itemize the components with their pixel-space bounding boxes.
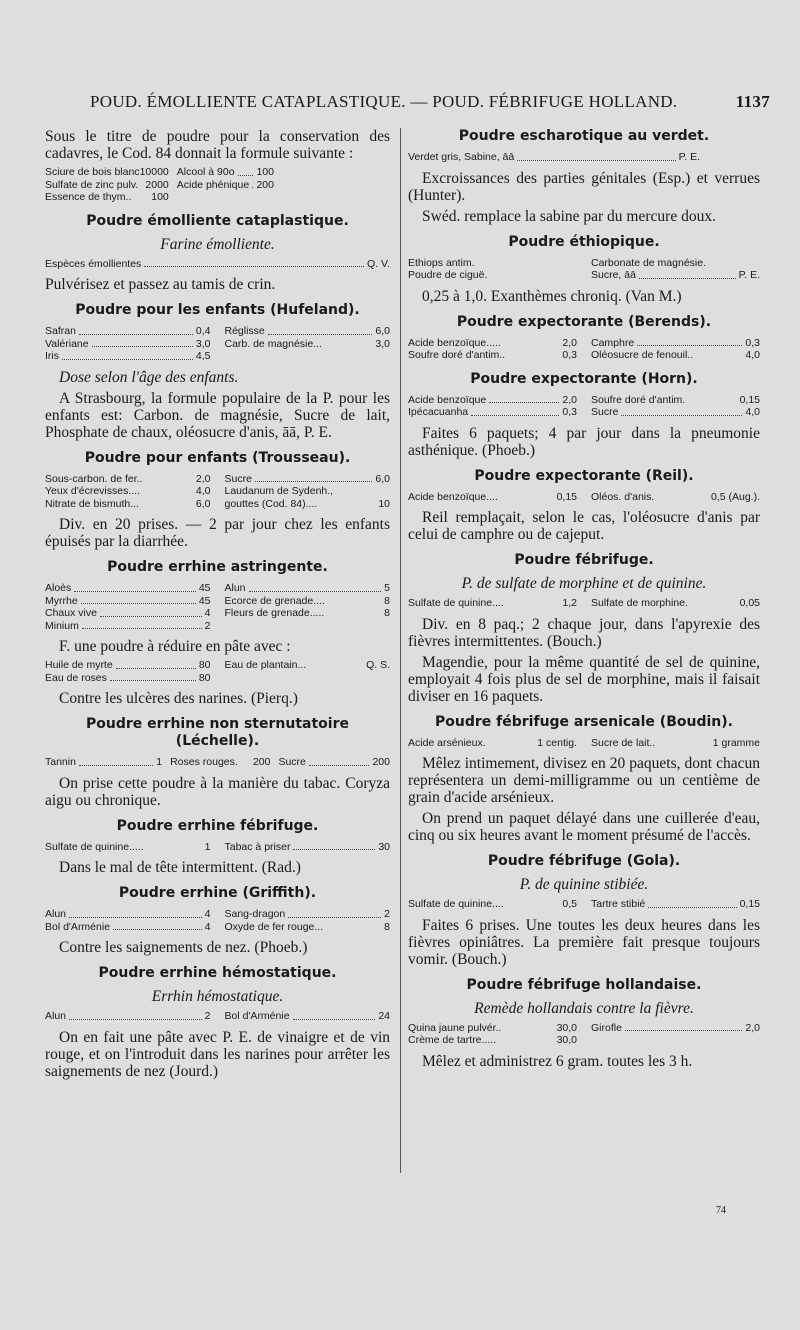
table-row: Réglisse 6,0 [224,325,390,337]
table-row: Espèces émollientes Q. V. [45,257,390,270]
table-row: Sous-carbon. de fer.. 2,0 [45,472,211,485]
table-row: Sciure de bois blanc 10000 [45,166,169,178]
section-title: Poudre errhine hémostatique. [98,965,337,981]
section-title: Poudre errhine non sternutatoire (Léchelle). [86,716,349,749]
table-row: Acide benzoïque 2,0 [408,393,577,406]
section-title: Poudre éthiopique. [508,233,660,250]
recipe-table [408,257,760,282]
paragraph: Faites 6 prises. Une toutes les deux heures dans les fièvres opiniâtres. La première fait presque toujours vomir. (Bouch.) [408,916,760,968]
paragraph: A Strasbourg, la formule populaire de la P. pour les enfants est: Carbon. de magnésie, Sucre de lait, Phosphate de chaux, oléosucre d'anis, āā, P. E. [45,389,390,441]
table-row: Alun 5 [224,582,390,594]
paragraph: Mêlez intimement, divisez en 20 paquets, dont chacun représentera un demi-milligramme ou un centième de grain d'acide arsénieux. [408,755,760,806]
recipe-table [45,582,390,632]
table-row: Acide arsénieux. 1 centig. [408,736,577,749]
paragraph: Dose selon l'âge des enfants. [59,368,239,386]
paragraph: On en fait une pâte avec P. E. de vinaigre et de vin rouge, et on l'introduit dans les narines pour arrêter les saignements de nez (Jourd.) [45,1028,390,1080]
table-row: Soufre doré d'antim. 0,15 [591,393,760,406]
table-row: Huile de myrte 80 [45,659,211,671]
paragraph: Contre les saignements de nez. (Phoeb.) [59,939,308,956]
recipe-table [408,737,760,750]
recipe-table [408,1022,760,1047]
table-row: Oléosucre de fenouil.. 4,0 [591,349,760,361]
table-row: Laudanum de Sydenh., [224,485,334,497]
paragraph: Pulvérisez et passez au tamis de crin. [45,276,276,293]
table-row: Alun 2 [45,1010,211,1022]
section-title: Poudre émolliente cataplastique. [86,212,349,229]
paragraph: Swéd. remplace la sabine par du mercure doux. [422,207,716,225]
recipe-table [408,597,760,610]
recipe-table [408,337,760,362]
recipe-table [45,908,390,933]
recipe-table [45,258,390,271]
paragraph: Magendie, pour la même quantité de sel de quinine, employait 4 fois plus de sel de morphine, mais il faisait diviser en 16 paquets. [408,653,760,705]
section-title: Poudre expectorante (Reil). [474,467,694,484]
left-column [45,128,390,1084]
section-title: Poudre pour les enfants (Hufeland). [75,302,360,318]
section-title: Poudre fébrifuge (Gola). [487,853,681,869]
table-row: Quina jaune pulvér.. 30,0 [408,1021,577,1034]
table-row: Tartre stibié 0,15 [591,898,760,910]
table-row: Aloès 45 [45,582,211,594]
table-row: Valériane 3,0 [45,337,211,350]
table-row: Sucre de lait.. 1 gramme [591,736,760,749]
table-row: Acide benzoïque..... 2,0 [408,336,577,349]
table-row: Oléos. d'anis. 0,5 (Aug.). [591,490,760,503]
table-row: Yeux d'écrevisses.... 4,0 [45,485,211,497]
table-row: Alcool à 90o 100 [176,166,274,178]
section-title: Poudre errhine astringente. [107,559,328,575]
recipe-table [408,898,760,911]
table-row: Oxyde de fer rouge... 8 [224,920,390,933]
section-subtitle: Farine émolliente. [160,235,275,253]
table-row: Nitrate de bismuth... 6,0 [45,497,211,510]
signature-folio: 74 [716,1205,726,1216]
table-row: Bol d'Arménie 24 [224,1010,390,1022]
table-row: Sulfate de zinc pulv. 2000 [45,178,169,191]
table-row: Soufre doré d'antim.. 0,3 [408,349,577,361]
table-row: Ecorce de grenade.... 8 [224,594,390,607]
recipe-table [408,394,760,419]
table-row: Crème de tartre..... 30,0 [408,1034,577,1046]
paragraph: Faites 6 paquets; 4 par jour dans la pneumonie asthénique. (Phoeb.) [408,424,760,459]
table-row: Sucre, āā P. E. [591,269,760,281]
table-row: Minium 2 [45,619,211,632]
table-row: Carb. de magnésie... 3,0 [224,337,390,350]
section-title: Poudre errhine fébrifuge. [116,817,319,834]
table-row: Fleurs de grenade..... 8 [224,607,390,619]
paragraph: Excroissances des parties génitales (Esp.) et verrues (Hunter). [408,169,760,204]
table-row: Chaux vive 4 [45,607,211,619]
intro-paragraph: Sous le titre de poudre pour la conservation des cadavres, le Cod. 84 donnait la formule suivante : [45,128,390,162]
paragraph: Reil remplaçait, selon le cas, l'oléosucre d'anis par celui de camphre ou de cajeput. [408,509,760,543]
table-row: Ipécacuanha 0,3 [408,406,577,418]
table-row: Sang-dragon 2 [224,908,390,920]
paragraph: On prend un paquet délayé dans une cuillerée d'eau, cinq ou six heures avant le moment présumé de l'accès. [408,810,760,844]
section-title: Poudre escharotique au verdet. [458,128,710,144]
table-row: Acide phénique 200 [176,178,274,191]
recipe-table [408,151,760,164]
table-row: Essence de thym.. 100 [45,191,169,203]
section-title: Poudre fébrifuge hollandaise. [466,976,702,993]
recipe-table [408,491,760,504]
section-title: Poudre errhine (Griffith). [118,885,317,901]
section-title: Poudre fébrifuge. [514,552,654,568]
paragraph: F. une poudre à réduire en pâte avec : [59,638,291,655]
section-title: Poudre expectorante (Horn). [470,370,698,387]
recipe-table [45,841,390,854]
table-row: Alun 4 [45,908,211,920]
table-row: Tannin 1 [45,756,163,768]
running-header [90,92,770,112]
table-row: Camphre 0,3 [591,336,760,349]
table-row: Myrrhe 45 [45,594,211,607]
paragraph: Contre les ulcères des narines. (Pierq.) [59,690,298,707]
table-row: Sulfate de quinine..... 1 [45,840,211,853]
table-row: Girofle 2,0 [591,1021,760,1034]
table-row: Verdet gris, Sabine, āā P. E. [408,151,700,163]
table-row: Tabac à priser 30 [224,840,390,853]
page-number: 1137 [735,92,770,111]
table-row: Ethiops antim. [408,256,475,269]
table-row: Sucre 4,0 [591,406,760,418]
recipe-table [45,756,390,769]
table-row: Eau de plantain... Q. S. [224,659,390,671]
paragraph: On prise cette poudre à la manière du tabac. Coryza aigu ou chronique. [45,774,390,809]
section-title: Poudre fébrifuge arsenicale (Boudin). [435,713,733,730]
table-row: Roses rouges. 200 [170,756,271,768]
table-row: Sucre 6,0 [224,472,390,485]
column-divider [400,128,401,1173]
section-subtitle: Remède hollandais contre la fièvre. [474,999,694,1017]
recipe-table [45,325,390,363]
header-title: POUD. ÉMOLLIENTE CATAPLASTIQUE. — POUD. FÉBRIFUGE HOLLAND. [90,92,678,111]
table-row: Bol d'Arménie 4 [45,920,211,933]
paragraph: Div. en 20 prises. — 2 par jour chez les enfants épuisés par la diarrhée. [45,516,390,550]
recipe-table [45,473,390,511]
paragraph: 0,25 à 1,0. Exanthèmes chroniq. (Van M.) [422,287,682,305]
table-row: Iris 4,5 [45,350,211,362]
table-row: Eau de roses 80 [45,671,211,684]
section-subtitle: Errhin hémostatique. [151,988,284,1005]
section-subtitle: P. de sulfate de morphine et de quinine. [461,575,707,592]
table-row: Carbonate de magnésie. [591,256,706,269]
section-subtitle: P. de quinine stibiée. [519,876,649,893]
table-row: Sulfate de quinine.... 1,2 [408,597,577,609]
paragraph: Div. en 8 paq.; 2 chaque jour, dans l'apyrexie des fièvres intermittentes. (Bouch.) [408,615,760,650]
recipe-table [45,659,390,684]
paragraph: Dans le mal de tête intermittent. (Rad.) [59,859,301,876]
recipe-table [45,1010,390,1023]
table-row: Acide benzoïque.... 0,15 [408,490,577,503]
section-title: Poudre expectorante (Berends). [456,313,712,330]
table-row: Sucre 200 [278,756,390,768]
table-row: Sulfate de quinine.... 0,5 [408,898,577,910]
table-row: Safran 0,4 [45,325,211,337]
table-row: Poudre de ciguë. [408,269,488,281]
table-row: Sulfate de morphine. 0,05 [591,597,760,609]
section-title: Poudre pour enfants (Trousseau). [84,449,351,466]
conservation-table [45,166,390,204]
table-row: gouttes (Cod. 84).... 10 [224,497,390,510]
paragraph: Mêlez et administrez 6 gram. toutes les 3 h. [422,1052,693,1070]
right-column [408,128,760,1074]
